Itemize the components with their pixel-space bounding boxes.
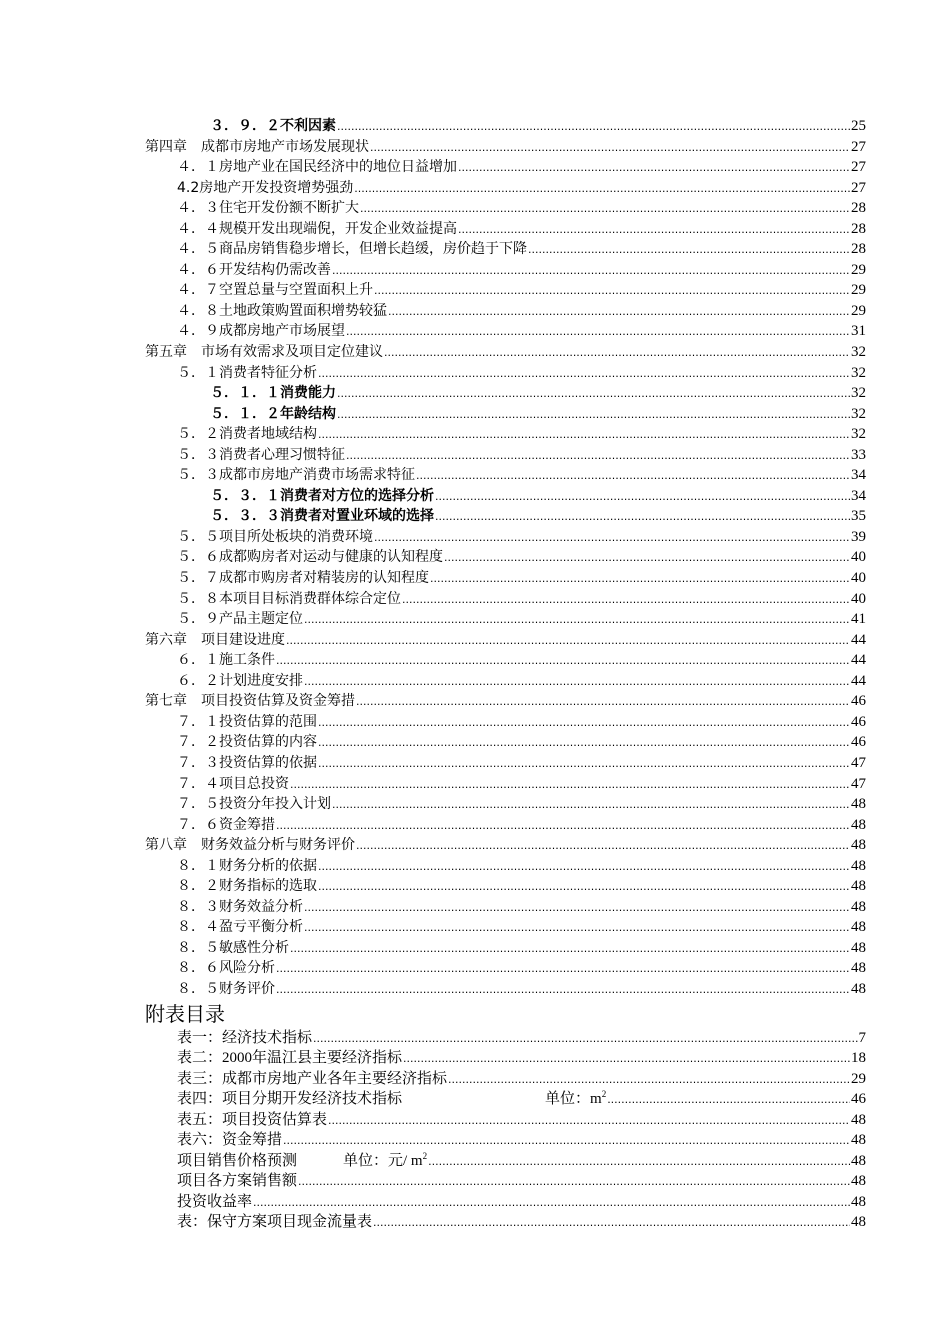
toc-entry[interactable]: [0, 404, 950, 425]
toc-entry-label: ７．５投资分年投入计划: [177, 796, 331, 813]
dot-leader: [458, 219, 850, 241]
toc-entry[interactable]: [0, 609, 950, 630]
toc-entry-label: ４．３住宅开发份额不断扩大: [177, 200, 359, 217]
dot-leader: [304, 917, 850, 939]
page-number: 48: [851, 1111, 866, 1128]
dot-leader: [337, 404, 850, 426]
toc-entry[interactable]: [0, 219, 950, 240]
toc-entry-title: [177, 1212, 372, 1233]
page-number: 28: [851, 241, 866, 258]
toc-entry-label: ５．５项目所处板块的消费环境: [177, 528, 373, 545]
page-number: 40: [851, 570, 866, 587]
page-number: 48: [851, 980, 866, 997]
page-number: 40: [851, 549, 866, 566]
page-number: 28: [851, 200, 866, 217]
page-number: 48: [851, 919, 866, 936]
toc-entry-title: [177, 917, 303, 938]
page-number: 34: [851, 467, 866, 484]
dot-leader: [458, 157, 850, 179]
toc-entry-label: 表一：经济技术指标: [177, 1029, 313, 1046]
toc-entry-label: 表三：成都市房地产业各年主要经济指标: [177, 1070, 448, 1087]
toc-entry[interactable]: [0, 178, 950, 199]
dot-leader: [356, 691, 850, 713]
toc-entry[interactable]: [0, 917, 950, 938]
page-number: 48: [851, 1193, 866, 1210]
toc-entry-title: [177, 321, 345, 342]
dot-leader: [444, 547, 850, 569]
page-number: 32: [851, 364, 866, 381]
toc-entry-label: 项目销售价格预测: [177, 1152, 298, 1169]
toc-entry[interactable]: [0, 1212, 950, 1233]
dot-leader: [370, 137, 850, 159]
page-number: 39: [851, 528, 866, 545]
toc-entry-label: ７．２投资估算的内容: [177, 734, 317, 751]
toc-entry[interactable]: [0, 1069, 950, 1090]
toc-entry-title: [145, 691, 355, 712]
toc-entry-title: [177, 589, 401, 610]
dot-leader: [332, 260, 850, 282]
page-number: 29: [851, 1070, 866, 1087]
toc-entry-title: [177, 979, 275, 1000]
page-number: 46: [851, 1091, 866, 1108]
page-number: 48: [851, 1214, 866, 1231]
toc-entry-label: 表四：项目分期开发经济技术指标: [177, 1091, 403, 1108]
toc-entry[interactable]: [0, 239, 950, 260]
toc-entry-title: [145, 342, 383, 363]
toc-entry-title: [177, 732, 317, 753]
toc-entry-title: [177, 1192, 252, 1213]
toc-entry[interactable]: [0, 1171, 950, 1192]
toc-entry[interactable]: [0, 280, 950, 301]
dot-leader: [428, 1151, 850, 1173]
toc-entry[interactable]: [0, 1089, 950, 1110]
page-number: 33: [851, 446, 866, 463]
toc-entry[interactable]: [0, 1028, 950, 1049]
toc-entry[interactable]: [0, 589, 950, 610]
page-number: 48: [851, 1152, 866, 1169]
toc-entry-label: ４．７空置总量与空置面积上升: [177, 282, 373, 299]
toc-entry-title: [177, 712, 317, 733]
dot-leader: [337, 383, 850, 405]
toc-entry-label: ７．３投资估算的依据: [177, 754, 317, 771]
dot-leader: [374, 527, 850, 549]
toc-entry-title: [177, 445, 345, 466]
toc-entry[interactable]: [0, 732, 950, 753]
toc-entry[interactable]: [0, 1130, 950, 1151]
page-number: 48: [851, 816, 866, 833]
page-number: 35: [851, 508, 866, 525]
page-number: 48: [851, 1173, 866, 1190]
page-number: 32: [851, 405, 866, 422]
toc-entry[interactable]: [0, 630, 950, 651]
toc-entry-title: [177, 1130, 282, 1151]
toc-entry[interactable]: [0, 753, 950, 774]
appendix-heading: 附表目录: [145, 1001, 225, 1026]
dot-leader: [373, 1212, 850, 1234]
toc-entry[interactable]: [0, 260, 950, 281]
toc-entry-title: [177, 219, 457, 240]
toc-entry-label: 4.2房地产开发投资增势强劲: [177, 179, 354, 196]
page-number: 44: [851, 631, 866, 648]
toc-entry[interactable]: [0, 465, 950, 486]
toc-entry-label: ５．９产品主题定位: [177, 611, 303, 628]
dot-leader: [304, 671, 850, 693]
toc-entry-title: [177, 876, 317, 897]
toc-entry-title: [210, 383, 336, 404]
toc-entry[interactable]: [0, 363, 950, 384]
dot-leader: [346, 445, 850, 467]
toc-entry[interactable]: [0, 774, 950, 795]
page-number: 27: [851, 159, 866, 176]
toc-entry-title: [177, 568, 429, 589]
toc-entry-label: ６．２计划进度安排: [177, 672, 303, 689]
toc-entry[interactable]: [0, 383, 950, 404]
page-number: 32: [851, 344, 866, 361]
dot-leader: [318, 753, 850, 775]
toc-entry[interactable]: [0, 568, 950, 589]
toc-entry-label: ８．４盈亏平衡分析: [177, 919, 303, 936]
toc-entry-title: [177, 794, 331, 815]
dot-leader: [435, 486, 850, 508]
page-number: 44: [851, 672, 866, 689]
toc-entry-title: [177, 280, 373, 301]
page-number: 46: [851, 713, 866, 730]
dot-leader: [276, 979, 850, 1001]
page-number: 41: [851, 611, 866, 628]
dot-leader: [430, 568, 850, 590]
dot-leader: [403, 1048, 850, 1070]
dot-leader: [318, 424, 850, 446]
dot-leader: [354, 178, 850, 200]
toc-entry-title: [177, 424, 317, 445]
toc-entry-label: ４．８土地政策购置面积增势较猛: [177, 302, 387, 319]
toc-entry-label: ７．１投资估算的范围: [177, 713, 317, 730]
dot-leader: [318, 856, 850, 878]
toc-entry-label: 表五：项目投资估算表: [177, 1111, 328, 1128]
page-number: 44: [851, 652, 866, 669]
toc-entry[interactable]: [0, 137, 950, 158]
dot-leader: [416, 465, 850, 487]
dot-leader: [286, 630, 850, 652]
dot-leader: [337, 116, 850, 138]
toc-entry-label: ４．５商品房销售稳步增长，但增长趋缓，房价趋于下降: [177, 241, 527, 258]
toc-entry-label: ８．６风险分析: [177, 960, 275, 977]
table-of-contents: [0, 116, 950, 1233]
toc-entry-label: ８．２财务指标的选取: [177, 878, 317, 895]
page-number: 18: [851, 1050, 866, 1067]
dot-leader: [283, 1130, 850, 1152]
toc-entry-title: [177, 157, 457, 178]
page-number: 40: [851, 590, 866, 607]
toc-entry-label: ７．６资金筹措: [177, 816, 275, 833]
dot-leader: [328, 1110, 850, 1132]
toc-entry[interactable]: [0, 650, 950, 671]
dot-leader: [332, 794, 850, 816]
toc-entry[interactable]: [0, 671, 950, 692]
page-number: 48: [851, 960, 866, 977]
toc-entry[interactable]: [0, 157, 950, 178]
toc-entry-label: ５．３成都市房地产消费市场需求特征: [177, 467, 415, 484]
toc-entry-label: ５．１消费者特征分析: [177, 364, 317, 381]
toc-entry-label: 第七章 项目投资估算及资金筹措: [145, 693, 355, 710]
toc-entry-title: [210, 486, 434, 507]
page-number: 29: [851, 261, 866, 278]
dot-leader: [290, 774, 850, 796]
dot-leader: [384, 342, 850, 364]
toc-entry[interactable]: [0, 301, 950, 322]
toc-entry-label: ４．６开发结构仍需改善: [177, 261, 331, 278]
toc-entry-label: ８．３财务效益分析: [177, 898, 303, 915]
toc-entry-label: 投资收益率: [177, 1193, 253, 1210]
toc-entry[interactable]: [0, 1192, 950, 1213]
unit-superscript: 2: [601, 1089, 607, 1100]
dot-leader: [388, 301, 850, 323]
toc-entry-label: ８．５敏感性分析: [177, 939, 289, 956]
toc-entry-title: [177, 1110, 327, 1131]
page-number: 48: [851, 939, 866, 956]
page-number: 27: [851, 179, 866, 196]
toc-entry-label: ５．６成都购房者对运动与健康的认知程度: [177, 549, 443, 566]
toc-entry[interactable]: [0, 1151, 950, 1172]
toc-entry-label: 表：保守方案项目现金流量表: [177, 1214, 373, 1231]
page-number: 48: [851, 837, 866, 854]
toc-entry-label: ５．７成都市购房者对精装房的认知程度: [177, 570, 429, 587]
toc-entry-title: [177, 958, 275, 979]
toc-entry-title: [210, 404, 336, 425]
toc-entry[interactable]: [0, 1048, 950, 1069]
page-number: 47: [851, 775, 866, 792]
toc-entry-title: [177, 609, 303, 630]
unit-text: 单位：元/ m: [343, 1152, 423, 1169]
page-number: 29: [851, 302, 866, 319]
toc-entry[interactable]: [0, 1110, 950, 1131]
toc-entry-label: ５．１．１消费能力: [210, 385, 336, 402]
dot-leader: [374, 280, 850, 302]
page-number: 32: [851, 426, 866, 443]
page-number: 29: [851, 282, 866, 299]
toc-entry[interactable]: [0, 815, 950, 836]
toc-entry-label: ５．３消费者心理习惯特征: [177, 446, 345, 463]
page-number: 31: [851, 323, 866, 340]
toc-entry[interactable]: [0, 486, 950, 507]
toc-entry-label: ３．９．２不利因素: [210, 118, 336, 134]
toc-entry-title: [177, 671, 303, 692]
unit-superscript: 2: [422, 1150, 428, 1161]
page-number: 48: [851, 857, 866, 874]
toc-entry-title: [177, 650, 275, 671]
dot-leader: [356, 835, 850, 857]
toc-entry[interactable]: [0, 445, 950, 466]
toc-entry-title: [177, 1089, 606, 1110]
toc-entry-label: 第四章 成都市房地产市场发展现状: [145, 138, 369, 155]
dot-leader: [304, 897, 850, 919]
toc-entry-label: ７．４项目总投资: [177, 775, 289, 792]
toc-entry-title: [210, 506, 434, 527]
toc-entry-title: [177, 527, 373, 548]
toc-entry-title: [210, 116, 336, 137]
dot-leader: [435, 506, 850, 528]
toc-entry-title: [177, 753, 317, 774]
page-number: 46: [851, 693, 866, 710]
page-number: 27: [851, 138, 866, 155]
toc-entry-label: 表二：2000年温江县主要经济指标: [177, 1050, 403, 1067]
toc-entry-label: 第八章 财务效益分析与财务评价: [145, 837, 355, 854]
dot-leader: [298, 1171, 850, 1193]
page-number: 48: [851, 898, 866, 915]
toc-entry[interactable]: [0, 835, 950, 856]
toc-entry-label: 第六章 项目建设进度: [145, 631, 285, 648]
dot-leader: [276, 958, 850, 980]
toc-entry[interactable]: [0, 116, 950, 137]
toc-entry[interactable]: [0, 712, 950, 733]
toc-entry[interactable]: [0, 958, 950, 979]
toc-entry[interactable]: [0, 198, 950, 219]
dot-leader: [528, 239, 850, 261]
toc-entry-title: [177, 178, 353, 199]
toc-entry-title: [177, 1028, 312, 1049]
dot-leader: [313, 1028, 857, 1050]
dot-leader: [304, 609, 850, 631]
toc-entry[interactable]: [0, 856, 950, 877]
toc-entry-title: [177, 547, 443, 568]
toc-entry-label: ５．３．３消费者对置业环域的选择: [210, 508, 434, 525]
toc-entry-title: [177, 815, 275, 836]
toc-entry-title: [177, 1171, 297, 1192]
unit-text: 单位：m: [545, 1091, 602, 1108]
toc-entry-label: 表六：资金筹措: [177, 1132, 283, 1149]
dot-leader: [448, 1069, 850, 1091]
toc-entry[interactable]: [0, 424, 950, 445]
toc-entry[interactable]: [0, 506, 950, 527]
dot-leader: [290, 938, 850, 960]
toc-entry[interactable]: [0, 794, 950, 815]
toc-entry-label: ４．４规模开发出现端倪，开发企业效益提高: [177, 220, 457, 237]
toc-entry-title: [177, 1151, 427, 1172]
dot-leader: [318, 876, 850, 898]
page-number: 7: [858, 1029, 866, 1046]
toc-entry-title: [177, 938, 289, 959]
toc-entry[interactable]: [0, 691, 950, 712]
toc-entry-title: [177, 239, 527, 260]
page-number: 48: [851, 1132, 866, 1149]
dot-leader: [346, 321, 850, 343]
toc-entry[interactable]: [0, 342, 950, 363]
page-number: 34: [851, 487, 866, 504]
page-number: 48: [851, 878, 866, 895]
toc-entry-title: [145, 630, 285, 651]
dot-leader: [402, 589, 850, 611]
page-number: 28: [851, 220, 866, 237]
toc-entry-title: [177, 1069, 447, 1090]
toc-entry-label: ６．１施工条件: [177, 652, 275, 669]
page-number: 25: [851, 118, 866, 134]
toc-entry-title: [177, 856, 317, 877]
dot-leader: [318, 712, 850, 734]
toc-entry[interactable]: [0, 321, 950, 342]
page-number: 48: [851, 796, 866, 813]
toc-entry[interactable]: [0, 876, 950, 897]
page-number: 47: [851, 754, 866, 771]
toc-entry-title: [177, 897, 303, 918]
toc-entry-title: [145, 137, 369, 158]
toc-entry-label: ４．９成都房地产市场展望: [177, 323, 345, 340]
toc-entry-label: ５．２消费者地域结构: [177, 426, 317, 443]
toc-entry[interactable]: [0, 547, 950, 568]
toc-entry[interactable]: [0, 527, 950, 548]
toc-entry-title: [177, 301, 387, 322]
toc-entry-label: 第五章 市场有效需求及项目定位建议: [145, 344, 383, 361]
toc-entry-title: [177, 198, 359, 219]
toc-entry-label: ５．１．２年龄结构: [210, 405, 336, 422]
toc-entry-label: ８．５财务评价: [177, 980, 275, 997]
toc-entry-title: [177, 465, 415, 486]
dot-leader: [276, 650, 850, 672]
toc-entry-title: [177, 260, 331, 281]
dot-leader: [318, 732, 850, 754]
toc-entry[interactable]: [0, 979, 950, 1000]
toc-entry-label: 项目各方案销售额: [177, 1173, 298, 1190]
toc-entry-label: ８．１财务分析的依据: [177, 857, 317, 874]
toc-entry-title: [177, 363, 317, 384]
toc-entry-label: ４．１房地产业在国民经济中的地位日益增加: [177, 159, 457, 176]
dot-leader: [607, 1089, 850, 1111]
dot-leader: [360, 198, 850, 220]
toc-entry-title: [145, 835, 355, 856]
toc-entry[interactable]: [0, 938, 950, 959]
page-number: 46: [851, 734, 866, 751]
toc-entry-title: [177, 774, 289, 795]
toc-entry[interactable]: [0, 897, 950, 918]
dot-leader: [318, 363, 850, 385]
toc-entry-title: [177, 1048, 402, 1069]
dot-leader: [253, 1192, 850, 1214]
dot-leader: [276, 815, 850, 837]
toc-entry-label: ５．８本项目目标消费群体综合定位: [177, 590, 401, 607]
toc-entry-label: ５．３．１消费者对方位的选择分析: [210, 487, 434, 504]
page-number: 32: [851, 385, 866, 402]
